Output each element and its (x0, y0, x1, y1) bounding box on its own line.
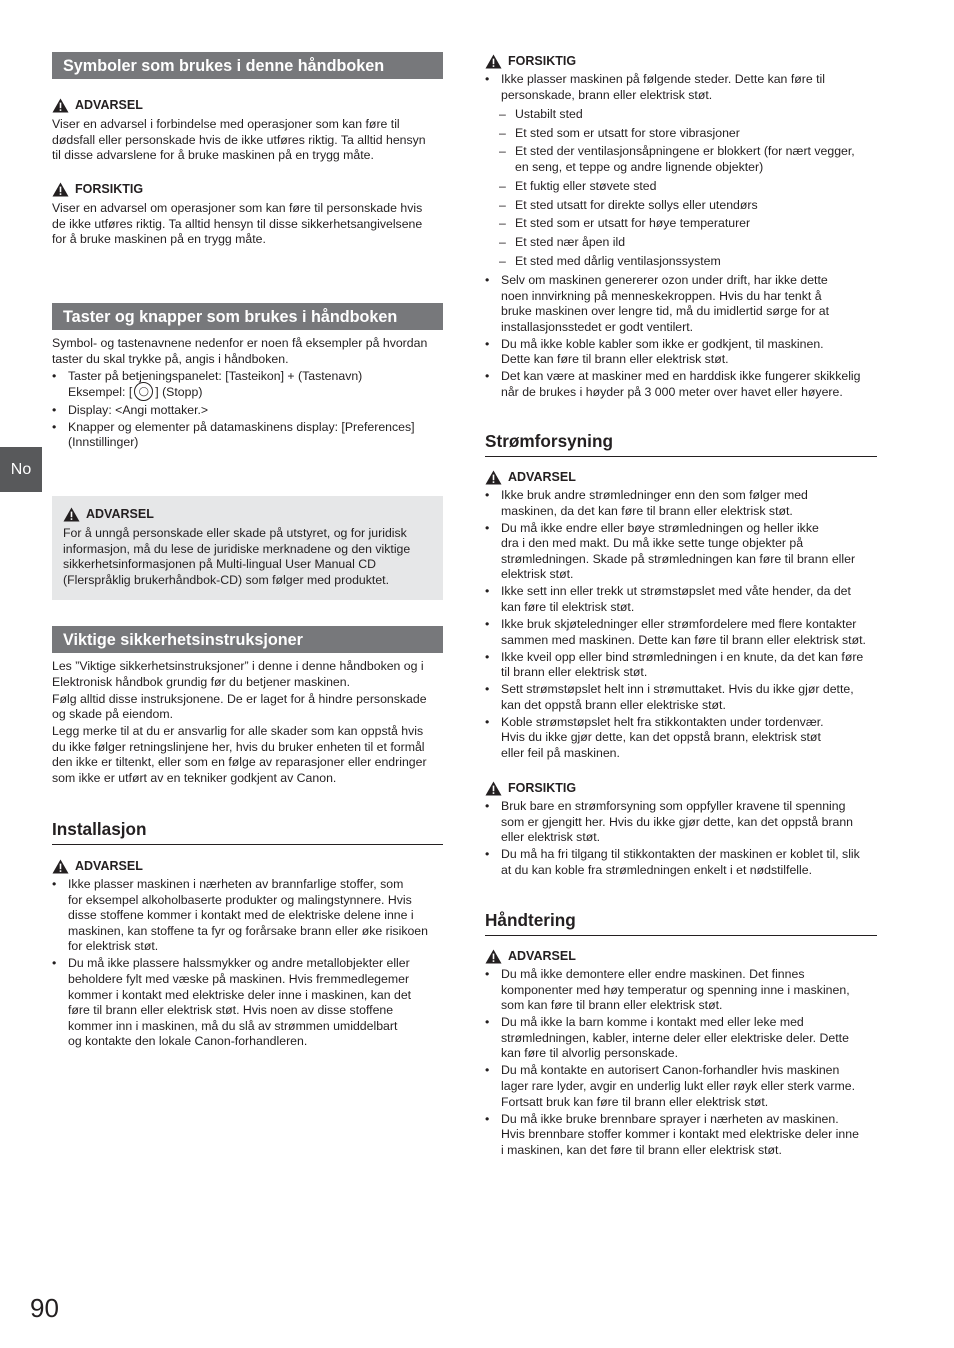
safety-paragraph: Les ”Viktige sikkerhetsinstruksjoner” i denne i denne håndboken og i Elektronisk håndbok grundig før du betjener maskinen. (52, 659, 424, 689)
page-number: 90 (30, 1293, 59, 1323)
list-item: – Et sted nær åpen ild (485, 233, 877, 252)
list-item: • Ikke kveil opp eller bind strømledningen i en knute, da det kan føre til brann eller elektrisk støt. (485, 650, 877, 681)
warning-label: ADVARSEL (63, 506, 432, 522)
list-item: – Et fuktig eller støvete sted (485, 177, 877, 196)
list-item: • Du må kontakte en autorisert Canon-forhandler hvis maskinen lager rare lyder, avgir en underlig lukt eller røyk eller sterk varme. Fortsatt bruk kan føre til brann eller elektrisk støt. (485, 1063, 877, 1110)
list-item: • Bruk bare en strømforsyning som oppfyller kravene til spenning som er gjengitt her. Hvis du ikke gjør dette, kan det oppstå brann eller elektrisk støt. (485, 799, 877, 846)
list-item: • Ikke sett inn eller trekk ut strømstøpslet med våte hender, da det kan føre til elektrisk støt. (485, 584, 877, 615)
list-item: • Ikke bruk skjøteledninger eller strømfordelere med flere kontakter sammen med maskinen. Dette kan føre til brann eller elektrisk støt. (485, 617, 877, 648)
list-item: • Ikke plasser maskinen på følgende steder. Dette kan føre til personskade, brann eller elektrisk støt. (485, 72, 877, 103)
list-item: • Du må ikke plassere halssmykker og andre metallobjekter eller beholdere fylt med væske på maskinen. Hvis fremmedlegemer kommer i kontakt med elektriske deler inne i maskinen, kan det føre til brann eller elektrisk støt. Hvis noen av disse stoffene kommer inn i maskinen, må du slå av strømmen umiddelbart og kontakte den lokale Canon-forhandleren. (52, 956, 443, 1050)
list-item: • Display: <Angi mottaker.> (52, 403, 443, 419)
list-item: • Du må ikke bruke brennbare sprayer i nærheten av maskinen. Hvis brennbare stoffer kommer i kontakt med elektriske deler inne i maskinen, kan det føre til brann eller elektrisk støt. (485, 1112, 877, 1159)
list-item: • Ikke plasser maskinen i nærheten av brannfarlige stoffer, som for eksempel alkoholbaserte produkter og malingstynnere. Hvis disse stoffene kommer i kontakt med de elektriske delene inne i maskinen, kan stoffene ta fyr og forårsake brann eller øke risikoen for elektrisk støt. (52, 877, 443, 955)
symbols-caution (52, 181, 443, 248)
list-item: • Knapper og elementer på datamaskinens display: [Preferences] (Innstillinger) (52, 420, 443, 451)
list-item: – Et sted utsatt for direkte sollys eller utendørs (485, 196, 877, 215)
safety-paragraph: Legg merke til at du er ansvarlig for alle skader som kan oppstå hvis du ikke følger retningslinjene her, hvis du bruker enheten til et formål den ikke er tiltenkt, eller som en følge av reparasjoner eller endringer som ikke er utført av en tekniker godkjent av Canon. (52, 724, 427, 785)
list-item: • Du må ikke endre eller bøye strømledningen og heller ikke dra i den med makt. Du må ikke sette tunge objekter på strømledningen. Skade på strømledningen kan føre til brann eller elektrisk støt. (485, 521, 877, 583)
installation-list (52, 877, 443, 1050)
power-warning (485, 469, 877, 761)
safety-paragraph: Følg alltid disse instruksjonene. De er laget for å hindre personskade og skade på eiendom. (52, 691, 427, 722)
list-item: – Ustabilt sted (485, 105, 877, 124)
caution-description: Viser en advarsel om operasjoner som kan føre til personskade hvis de ikke utføres riktig. Ta alltid hensyn til disse sikkerhetsangivelsene for å bruke maskinen på en trygg måte. (52, 201, 423, 247)
power-caution (485, 780, 877, 878)
keys-content (52, 336, 443, 451)
list-item: • Du må ikke demontere eller endre maskinen. Det finnes komponenter med høy temperatur og spenning inne i maskinen, som kan føre til brann eller elektrisk støt. (485, 967, 877, 1014)
list-item: • Koble strømstøpslet helt fra stikkontakten under tordenvær. Hvis du ikke gjør dette, kan det oppstå brann, elektrisk støt eller feil på maskinen. (485, 715, 877, 762)
warning-label: ADVARSEL (52, 97, 443, 113)
caution-label: FORSIKTIG (52, 181, 443, 197)
list-item: • Du må ikke koble kabler som ikke er godkjent, til maskinen. Dette kan føre til brann eller elektrisk støt. (485, 337, 877, 368)
section-heading-symbols: Symboler som brukes i denne håndboken (52, 52, 443, 79)
warning-triangle-icon (485, 470, 502, 485)
list-item: • Sett strømstøpslet helt inn i strømuttaket. Hvis du ikke gjør dette, kan det oppstå brann eller elektriske støt. (485, 682, 877, 713)
power-caution-list (485, 799, 877, 878)
warning-label: ADVARSEL (485, 469, 877, 485)
section-heading-safety: Viktige sikkerhetsinstruksjoner (52, 626, 443, 653)
list-item: • Du må ha fri tilgang til stikkontakten der maskinen er koblet til, slik at du kan koble fra strømledningen enkelt i et nødstilfelle. (485, 847, 877, 878)
list-item: • Du må ikke la barn komme i kontakt med eller leke med strømledningen, kabler, interne deler eller elektriske deler. Dette kan føre til alvorlig personskade. (485, 1015, 877, 1062)
keys-list (52, 369, 443, 451)
warning-triangle-icon (63, 507, 80, 522)
power-warning-list (485, 488, 877, 761)
list-item: – Et sted der ventilasjonsåpningene er blokkert (for nært vegger, en seng, et teppe og andre lignende objekter) (485, 143, 877, 177)
section-heading-handling: Håndtering (485, 909, 877, 936)
location-list (485, 105, 877, 271)
stop-key-icon: ◯ (134, 382, 153, 401)
symbols-warning (52, 97, 443, 164)
language-tab: No (0, 447, 42, 492)
section-heading-keys: Taster og knapper som brukes i håndboken (52, 303, 443, 330)
installation-warning (52, 858, 443, 1050)
section-heading-installation: Installasjon (52, 818, 443, 845)
caution-list (485, 72, 877, 103)
list-item: – Et sted som er utsatt for høye temperaturer (485, 215, 877, 234)
warning-triangle-icon (485, 781, 502, 796)
caution-label: FORSIKTIG (485, 780, 877, 796)
list-item: • Ikke bruk andre strømledninger enn den som følger med maskinen, da det kan føre til brann eller elektrisk støt. (485, 488, 877, 519)
list-item: – Et sted med dårlig ventilasjonssystem (485, 252, 877, 271)
list-item: • Selv om maskinen genererer ozon under drift, har ikke dette noen innvirkning på menneskekroppen. Hvis du har tenkt å bruke maskinen over lengre tid, må du imidlertid sørge for at installasjonsstedet er godt ventilert. (485, 273, 877, 335)
caution-list (485, 273, 877, 401)
legal-warning-box (52, 496, 443, 600)
warning-triangle-icon (52, 182, 69, 197)
keys-intro: Symbol- og tastenavnene nedenfor er noen få eksempler på hvordan taster du skal trykke på, angis i håndboken. (52, 336, 428, 366)
handling-list (485, 967, 877, 1158)
list-item: • Taster på betjeningspanelet: [Tasteikon] + (Tastenavn) Eksempel: [ ◯ ] (Stopp) (52, 369, 443, 402)
warning-triangle-icon (52, 98, 69, 113)
warning-triangle-icon (485, 949, 502, 964)
warning-description: Viser en advarsel i forbindelse med operasjoner som kan føre til dødsfall eller personskade hvis de ikke utføres riktig. Ta alltid hensyn til disse advarslene for å bruke maskinen på en trygg måte. (52, 117, 426, 163)
list-item: – Et sted som er utsatt for store vibrasjoner (485, 124, 877, 143)
warning-triangle-icon (52, 859, 69, 874)
legal-warning-text: For å unngå personskade eller skade på utstyret, og for juridisk informasjon, må du lese de juridiske merknadene og den viktige sikkerhetsinformasjonen på Multi-lingual User Manual CD (Flerspråklig brukerhåndbok-CD) som følger med produktet. (63, 526, 411, 587)
section-heading-power: Strømforsyning (485, 430, 877, 457)
warning-triangle-icon (485, 54, 502, 69)
safety-content (52, 659, 443, 787)
handling-warning (485, 948, 877, 1158)
list-item: • Det kan være at maskiner med en harddisk ikke fungerer skikkelig når de brukes i høyder på 3 000 meter over havet eller høyere. (485, 369, 877, 400)
warning-label: ADVARSEL (485, 948, 877, 964)
warning-label: ADVARSEL (52, 858, 443, 874)
caution-label: FORSIKTIG (485, 53, 877, 69)
installation-caution (485, 53, 877, 401)
